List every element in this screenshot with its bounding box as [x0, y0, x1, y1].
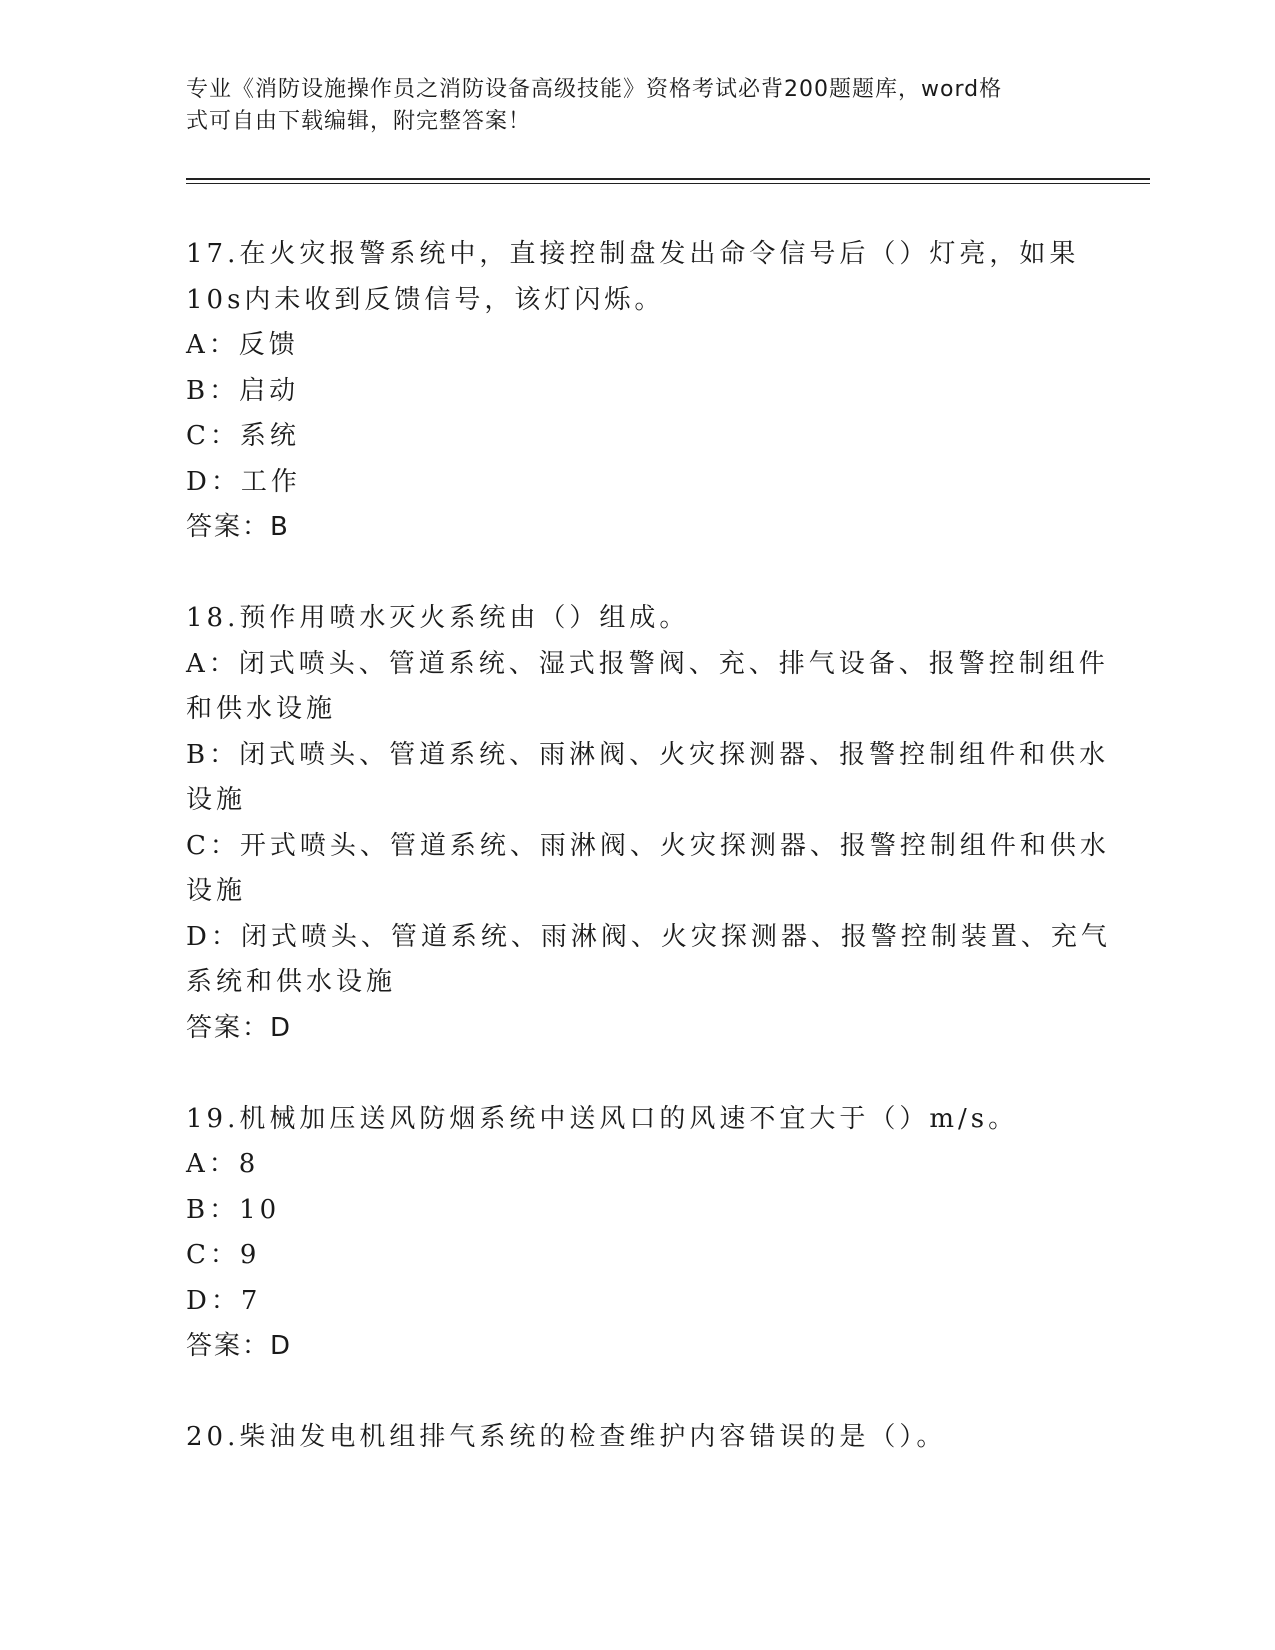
answer: 答案：B: [186, 512, 290, 542]
header-divider-thick: [186, 178, 1150, 180]
header-divider-thin: [186, 183, 1150, 184]
question-stem: 20.柴油发电机组排气系统的检查维护内容错误的是（）。: [186, 1422, 947, 1452]
spacer: [186, 551, 1086, 597]
option-d: D：闭式喷头、管道系统、雨淋阀、火灾探测器、报警控制装置、充气: [186, 921, 1111, 952]
question-19: [186, 1097, 1086, 1370]
spacer: [186, 1370, 1086, 1416]
question-20: [186, 1415, 1086, 1461]
header-line-1: 专业《消防设施操作员之消防设备高级技能》资格考试必背200题题库，word格: [186, 77, 1003, 102]
option-a: A：8: [186, 1149, 260, 1179]
question-17: [186, 232, 1086, 551]
header-line-2: 式可自由下载编辑，附完整答案！: [186, 109, 532, 134]
option-c: C：开式喷头、管道系统、雨淋阀、火灾探测器、报警控制组件和供水: [186, 830, 1110, 861]
option-a: A：闭式喷头、管道系统、湿式报警阀、充、排气设备、报警控制组件: [186, 648, 1109, 679]
option-b: B：10: [186, 1194, 281, 1225]
question-list: [186, 232, 1111, 1461]
document-header: [186, 74, 1066, 138]
option-c: C：系统: [186, 421, 300, 451]
answer: 答案：D: [186, 1331, 293, 1361]
question-stem: 19.机械加压送风防烟系统中送风口的风速不宜大于（）m/s。: [186, 1103, 1019, 1134]
option-b: B：闭式喷头、管道系统、雨淋阀、火灾探测器、报警控制组件和供水: [186, 739, 1110, 770]
option-c-cont: 设施: [186, 876, 247, 906]
option-d: D：工作: [186, 466, 301, 497]
option-d: D：7: [186, 1285, 262, 1316]
option-a: A：反馈: [186, 330, 299, 360]
option-d-cont: 系统和供水设施: [186, 967, 397, 997]
option-b: B：启动: [186, 375, 300, 406]
option-b-cont: 设施: [186, 785, 247, 815]
question-stem: 18.预作用喷水灭火系统由（）组成。: [186, 603, 690, 633]
option-a-cont: 和供水设施: [186, 694, 337, 724]
option-c: C：9: [186, 1240, 261, 1270]
question-stem: 17.在火灾报警系统中，直接控制盘发出命令信号后（）灯亮，如果: [186, 239, 1080, 269]
question-18: [186, 596, 1111, 1051]
question-stem: 10s内未收到反馈信号，该灯闪烁。: [186, 284, 665, 315]
spacer: [186, 1051, 1086, 1097]
answer: 答案：D: [186, 1012, 293, 1043]
